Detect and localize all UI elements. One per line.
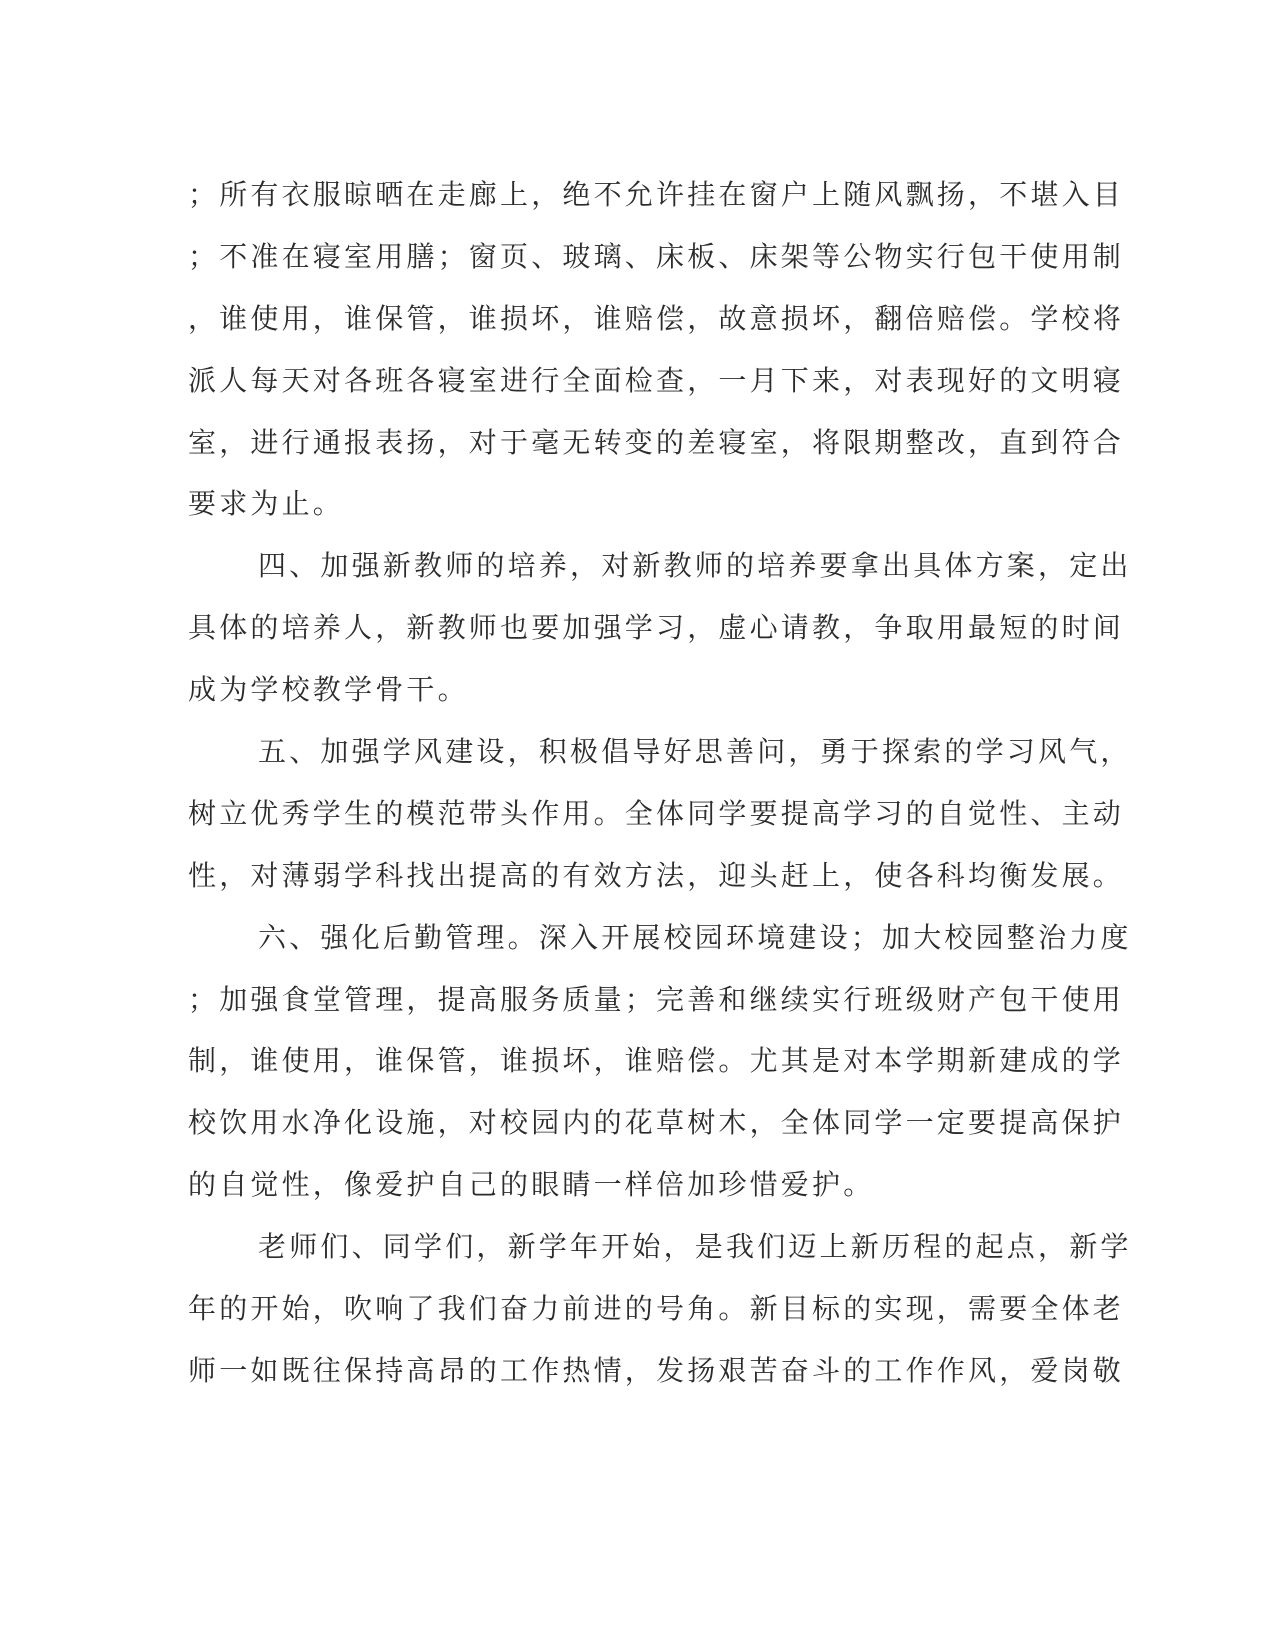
text-line: 树立优秀学生的模范带头作用。全体同学要提高学习的自觉性、主动 [188,796,1125,830]
text-line: 六、强化后勤管理。深入开展校园环境建设；加大校园整治力度 [258,920,1132,954]
text-line: ，谁使用，谁保管，谁损坏，谁赔偿，故意损坏，翻倍赔偿。学校将 [188,301,1125,335]
text-line: 的自觉性，像爱护自己的眼睛一样倍加珍惜爱护。 [188,1168,875,1202]
text-line: 制，谁使用，谁保管，谁损坏，谁赔偿。尤其是对本学期新建成的学 [188,1044,1125,1078]
text-line: 五、加强学风建设，积极倡导好思善问，勇于探索的学习风气， [258,735,1132,769]
text-line: 四、加强新教师的培养，对新教师的培养要拿出具体方案，定出 [258,549,1132,583]
text-line: 派人每天对各班各寝室进行全面检查，一月下来，对表现好的文明寝 [188,363,1125,397]
text-line: ；加强食堂管理，提高服务质量；完善和继续实行班级财产包干使用 [188,982,1125,1016]
text-line: 师一如既往保持高昂的工作热情，发扬艰苦奋斗的工作作风，爱岗敬 [188,1353,1125,1387]
text-line: ；所有衣服晾晒在走廊上，绝不允许挂在窗户上随风飘扬，不堪入目 [188,178,1125,211]
text-line: 校饮用水净化设施，对校园内的花草树木，全体同学一定要提高保护 [188,1106,1125,1140]
body-text [188,164,1132,1402]
text-line: 成为学校教学骨干。 [188,673,469,707]
text-line: ；不准在寝室用膳；窗页、玻璃、床板、床架等公物实行包干使用制 [188,239,1125,273]
text-line: 具体的培养人，新教师也要加强学习，虚心请教，争取用最短的时间 [188,611,1125,645]
text-line: 室，进行通报表扬，对于毫无转变的差寝室，将限期整改，直到符合 [188,425,1125,459]
text-line: 年的开始，吹响了我们奋力前进的号角。新目标的实现，需要全体老 [188,1292,1125,1326]
text-line: 老师们、同学们，新学年开始，是我们迈上新历程的起点，新学 [258,1230,1132,1264]
text-line: 要求为止。 [188,487,345,521]
text-line: 性，对薄弱学科找出提高的有效方法，迎头赶上，使各科均衡发展。 [188,858,1125,892]
